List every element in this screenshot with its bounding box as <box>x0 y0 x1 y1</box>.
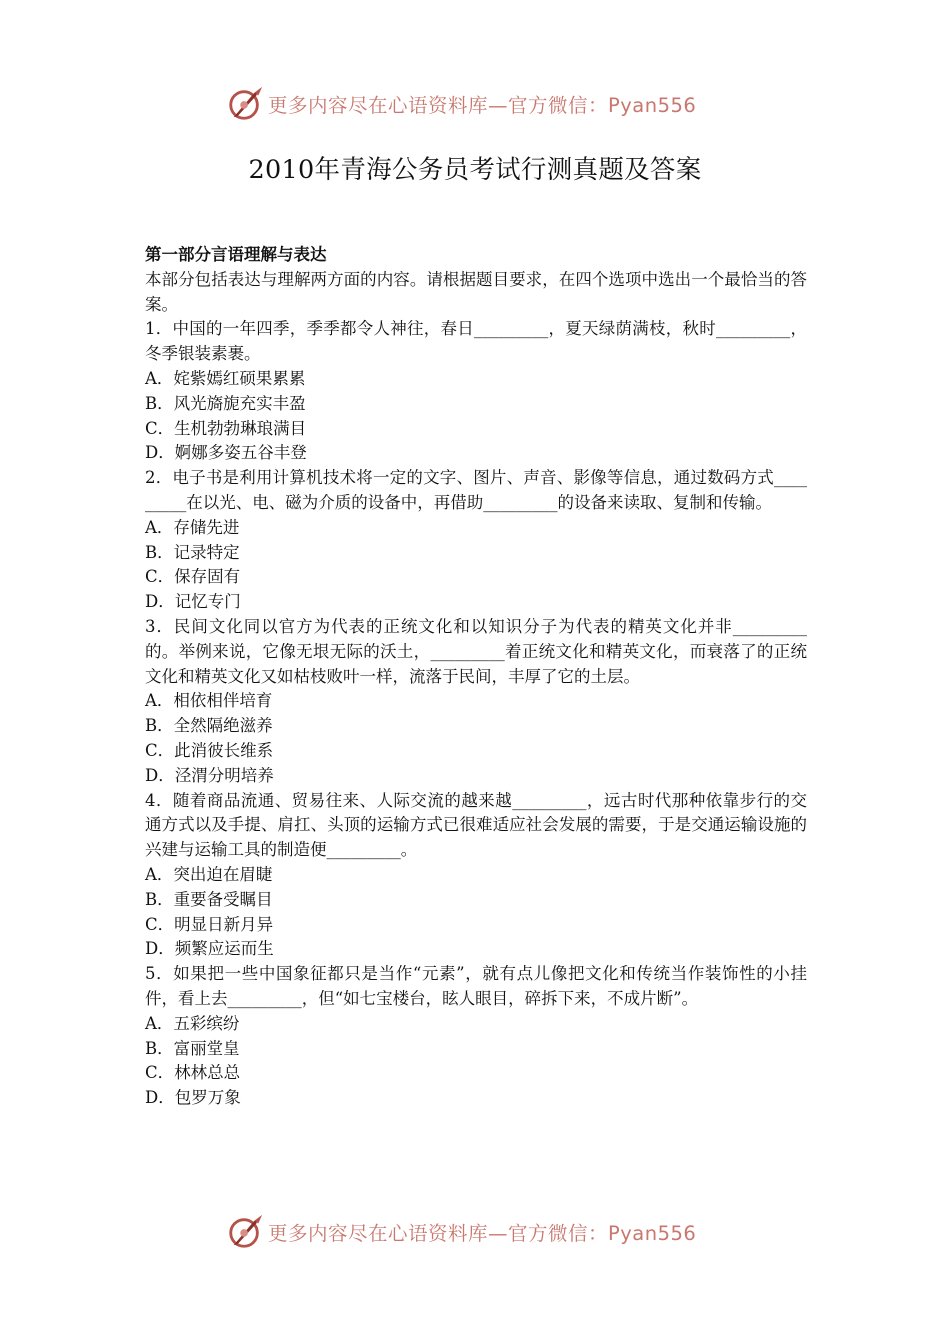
option-a: A．姹紫嫣红硕果累累 <box>145 368 306 388</box>
document-body <box>145 243 807 1111</box>
question-stem: 3．民间文化同以官方为代表的正统文化和以知识分子为代表的精英文化并非_________的。举例来说，它像无垠无际的沃土，_________着正统文化和精英文化，而衰落了的正统文化和精英文化又如枯枝败叶一样，流落于民间，丰厚了它的土层。 <box>145 616 807 686</box>
option-d: D．婀娜多姿五谷丰登 <box>145 443 307 463</box>
option-c: C．生机勃勃琳琅满目 <box>145 418 307 438</box>
option-c: C．林林总总 <box>145 1063 241 1083</box>
option-d: D．频繁应运而生 <box>145 939 274 959</box>
watermark-text: 更多内容尽在心语资料库—官方微信：Pyan556 <box>268 1222 697 1245</box>
option-d: D．泾渭分明培养 <box>145 765 274 785</box>
option-b: B．记录特定 <box>145 542 240 562</box>
option-c: C．此消彼长维系 <box>145 740 274 760</box>
section-intro: 本部分包括表达与理解两方面的内容。请根据题目要求，在四个选项中选出一个最恰当的答案。 <box>145 269 807 314</box>
quill-pen-logo-icon <box>226 85 264 123</box>
question-stem: 1．中国的一年四季，季季都令人神往，春日_________，夏天绿荫满枝，秋时_________，冬季银装素裹。 <box>145 319 807 364</box>
option-a: A．相依相伴培育 <box>145 691 273 711</box>
document-title: 2010年青海公务员考试行测真题及答案 <box>248 155 702 185</box>
option-d: D．记忆专门 <box>145 592 241 612</box>
question-stem: 5．如果把一些中国象征都只是当作“元素”，就有点儿像把文化和传统当作装饰性的小挂件，看上去_________，但“如七宝楼台，眩人眼目，碎拆下来，不成片断”。 <box>145 964 807 1008</box>
option-c: C．保存固有 <box>145 567 241 587</box>
option-c: C．明显日新月异 <box>145 914 274 934</box>
footer-watermark <box>226 1212 696 1252</box>
option-b: B．富丽堂皇 <box>145 1038 240 1058</box>
question-stem: 4．随着商品流通、贸易往来、人际交流的越来越_________，远古时代那种依靠步行的交通方式以及手提、肩扛、头顶的运输方式已很难适应社会发展的需要，于是交通运输设施的兴建与运输工具的制造便_________。 <box>145 790 807 860</box>
option-d: D．包罗万象 <box>145 1088 241 1108</box>
header-watermark <box>226 84 696 124</box>
option-a: A．五彩缤纷 <box>145 1013 240 1033</box>
option-a: A．存储先进 <box>145 517 240 537</box>
option-b: B．重要备受瞩目 <box>145 889 273 909</box>
quill-pen-logo-icon <box>226 1213 264 1251</box>
option-b: B．风光旖旎充实丰盈 <box>145 393 306 413</box>
question-stem: 2．电子书是利用计算机技术将一定的文字、图片、声音、影像等信息，通过数码方式_________在以光、电、磁为介质的设备中，再借助_________的设备来读取、复制和传输。 <box>145 468 807 512</box>
option-a: A．突出迫在眉睫 <box>145 864 273 884</box>
option-b: B．全然隔绝滋养 <box>145 716 273 736</box>
section-heading: 第一部分言语理解与表达 <box>145 245 327 264</box>
watermark-text: 更多内容尽在心语资料库—官方微信：Pyan556 <box>268 94 697 117</box>
